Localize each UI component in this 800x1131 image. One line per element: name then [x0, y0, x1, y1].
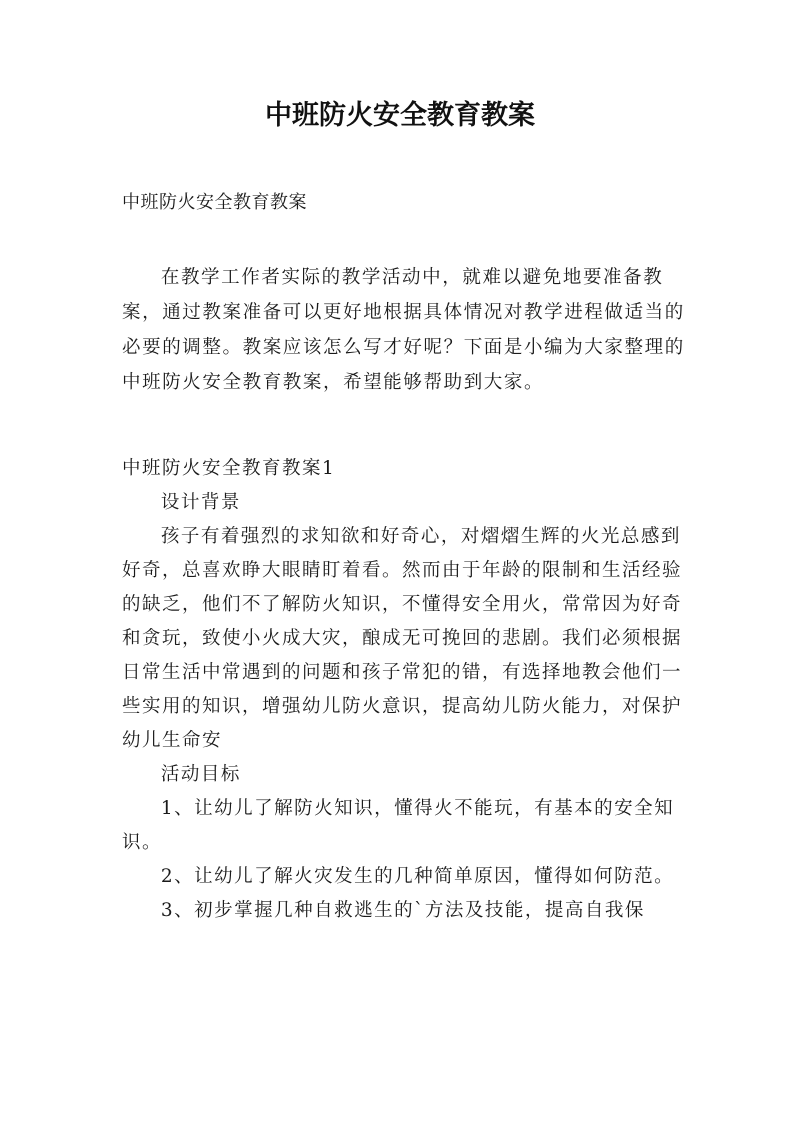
intro-paragraph: 在教学工作者实际的教学活动中，就难以避免地要准备教案，通过教案准备可以更好地根据具体情况对教学进程做适当的必要的调整。教案应该怎么写才好呢？下面是小编为大家整理的中班防火安全教育教案，希望能够帮助到大家。 — [122, 267, 685, 393]
goal-item-1: 1、让幼儿了解防火知识，懂得火不能玩，有基本的安全知识。 — [122, 798, 675, 853]
goal-item-2: 2、让幼儿了解火灾发生的几种简单原因，懂得如何防范。 — [160, 866, 675, 887]
section-body — [122, 452, 697, 928]
goal-item-3: 3、初步掌握几种自救逃生的`方法及技能，提高自我保 — [160, 900, 645, 921]
background-paragraph: 孩子有着强烈的求知欲和好奇心，对熠熠生辉的火光总感到好奇，总喜欢睁大眼睛盯着看。然而由于年龄的限制和生活经验的缺乏，他们不了解防火知识，不懂得安全用火，常常因为好奇和贪玩，致使小火成大灾，酿成无可挽回的悲剧。我们必须根据日常生活中常遇到的问题和孩子常犯的错，有选择地教会他们一些实用的知识，增强幼儿防火意识，提高幼儿防火能力，对保护幼儿生命安 — [122, 526, 683, 751]
document-title: 中班防火安全教育教案 — [265, 100, 535, 131]
background-heading: 设计背景 — [160, 492, 241, 513]
goals-heading: 活动目标 — [160, 764, 241, 785]
document-subtitle: 中班防火安全教育教案 — [122, 192, 307, 213]
section-title: 中班防火安全教育教案1 — [122, 458, 336, 479]
